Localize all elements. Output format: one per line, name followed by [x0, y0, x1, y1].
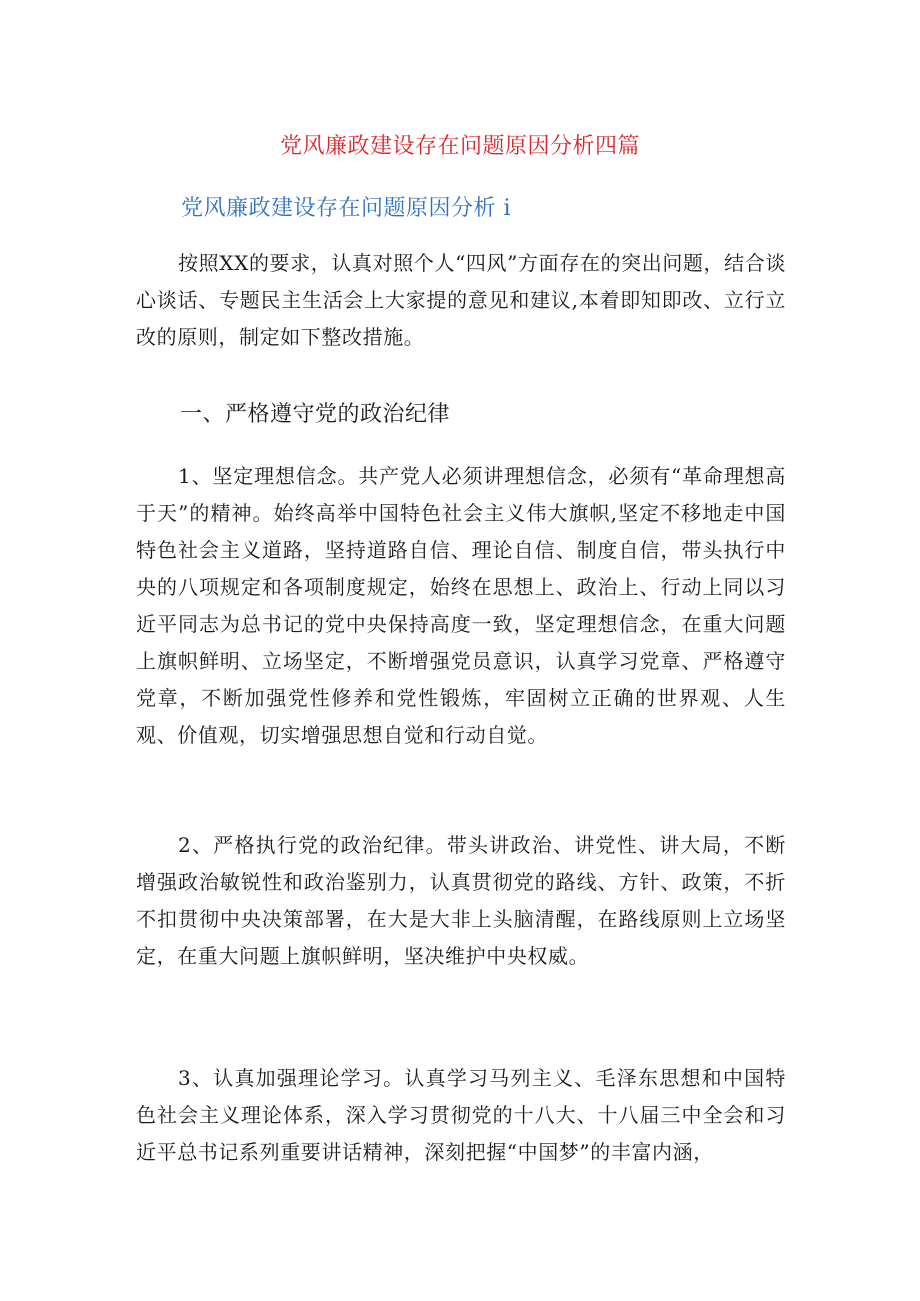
paragraph-ideals-belief [136, 458, 786, 754]
section-title: 党风廉政建设存在问题原因分析 i [181, 196, 512, 221]
heading-political-discipline: 一、严格遵守党的政治纪律 [180, 402, 451, 427]
document-title: 党风廉政建设存在问题原因分析四篇 [279, 134, 640, 159]
intro-paragraph [136, 245, 786, 356]
paragraph-theory-study [136, 1060, 786, 1171]
paragraph-text: 2、严格执行党的政治纪律。带头讲政治、讲党性、讲大局，不断增强政治敏锐性和政治鉴别力，认真贯彻党的路线、方针、政策，不折不扣贯彻中央决策部署，在大是大非上头脑清醒，在路线原则上立场坚定，在重大问题上旗帜鲜明，坚决维护中央权威。 [136, 833, 786, 968]
paragraph-political-discipline [136, 827, 786, 975]
paragraph-text: 3、认真加强理论学习。认真学习马列主义、毛泽东思想和中国特色社会主义理论体系，深入学习贯彻党的十八大、十八届三中全会和习近平总书记系列重要讲话精神，深刻把握“中国梦”的丰富内涵， [136, 1066, 786, 1164]
paragraph-text: 1、坚定理想信念。共产党人必须讲理想信念，必须有“革命理想高于天”的精神。始终高举中国特色社会主义伟大旗帜,坚定不移地走中国特色社会主义道路，坚持道路自信、理论自信、制度自信，带头执行中央的八项规定和各项制度规定，始终在思想上、政治上、行动上同以习近平同志为总书记的党中央保持高度一致，坚定理想信念，在重大问题上旗帜鲜明、立场坚定，不断增强党员意识，认真学习党章、严格遵守党章，不断加强党性修养和党性锻炼，牢固树立正确的世界观、人生观、价值观，切实增强思想自觉和行动自觉。 [136, 464, 787, 747]
intro-text: 按照XX的要求，认真对照个人“四风”方面存在的突出问题，结合谈心谈话、专题民主生活会上大家提的意见和建议,本着即知即改、立行立改的原则，制定如下整改措施。 [136, 251, 786, 349]
